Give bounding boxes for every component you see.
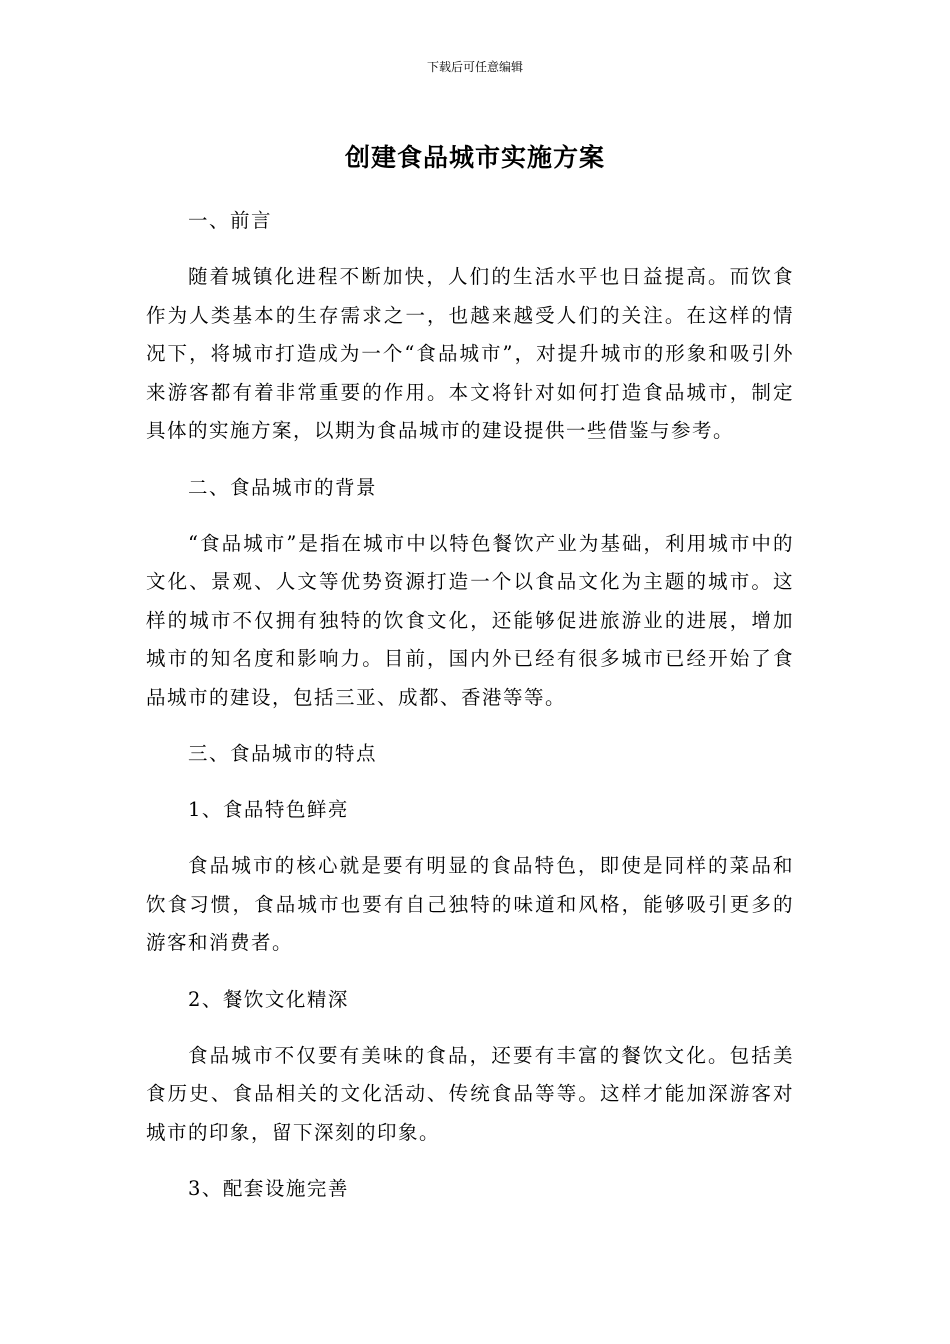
paragraph-feature-2: 食品城市不仅要有美味的食品，还要有丰富的餐饮文化。包括美食历史、食品相关的文化活动、传统食品等等。这样才能加深游客对城市的印象，留下深刻的印象。 — [146, 1043, 794, 1144]
subheading-feature-3: 3、配套设施完善 — [188, 1177, 349, 1200]
paragraph-intro: 随着城镇化进程不断加快，人们的生活水平也日益提高。而饮食作为人类基本的生存需求之一，也越来越受人们的关注。在这样的情况下，将城市打造成为一个“食品城市”，对提升城市的形象和吸引外来游客都有着非常重要的作用。本文将针对如何打造食品城市，制定具体的实施方案，以期为食品城市的建设提供一些借鉴与参考。 — [146, 265, 794, 442]
section-heading-features: 三、食品城市的特点 — [188, 742, 378, 765]
document-title: 创建食品城市实施方案 — [344, 143, 605, 172]
subheading-feature-1: 1、食品特色鲜亮 — [188, 798, 349, 821]
paragraph-feature-1: 食品城市的核心就是要有明显的食品特色，即使是同样的菜品和饮食习惯，食品城市也要有自己独特的味道和风格，能够吸引更多的游客和消费者。 — [146, 854, 794, 954]
section-heading-intro: 一、前言 — [188, 209, 273, 232]
subheading-feature-2: 2、餐饮文化精深 — [188, 987, 349, 1011]
header-note: 下载后可任意编辑 — [426, 60, 523, 74]
paragraph-background: “食品城市”是指在城市中以特色餐饮产业为基础，利用城市中的文化、景观、人文等优势资源打造一个以食品文化为主题的城市。这样的城市不仅拥有独特的饮食文化，还能够促进旅游业的进展，增加城市的知名度和影响力。目前，国内外已经有很多城市已经开始了食品城市的建设，包括三亚、成都、香港等等。 — [146, 531, 794, 709]
document-body — [146, 202, 794, 1226]
section-heading-background: 二、食品城市的背景 — [188, 475, 378, 499]
